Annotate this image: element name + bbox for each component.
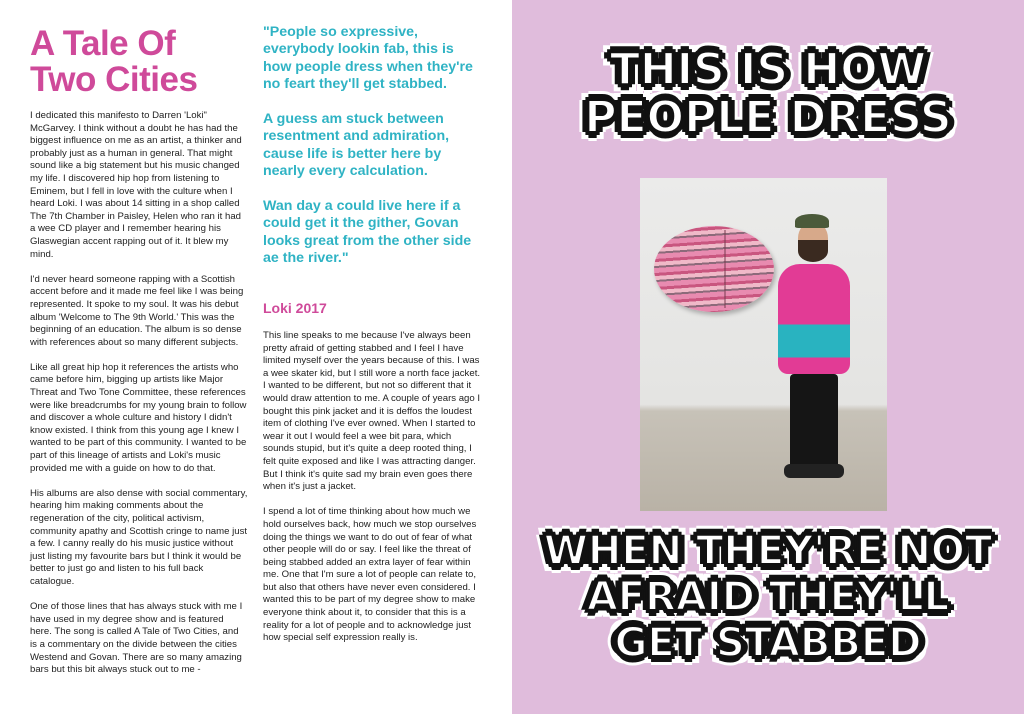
- quote-stanza: Wan day a could live here if a could get it the gither, Govan looks great from the other side ae the river.": [263, 198, 472, 267]
- person-shoes: [784, 464, 844, 478]
- paragraph: I'd never heard someone rapping with a Scottish accent before and it made me feel like I was being represented. It spoke to my soul. It was his debut album 'Welcome to The 9th World.' This was the beginning of an education. The album is so dense with references about so many different subjects.: [30, 273, 244, 348]
- person-beard: [798, 240, 828, 262]
- quote-stanza: A guess am stuck between resentment and admiration, cause life is better here by nearly every calculation.: [263, 111, 450, 180]
- paragraph: I dedicated this manifesto to Darren 'Loki" McGarvey. I think without a doubt he has had the biggest influence on me as an artist, a thinker and probably just as a human in general. That might sound like a big statement but his music changed my life. I discovered hip hop from listening to Eminem, but I fell in love with the culture when I heard Loki. I was about 14 sitting in a shop called The 7th Chamber in Paisley, Helen who ran it had a wee CD player and I remember hearing his Glaswegian accent rapping out of it. It blew my mind.: [30, 110, 242, 260]
- body-column-2: [263, 330, 481, 657]
- body-column-1: [30, 110, 248, 689]
- headline-line: PEOPLE DRESS: [584, 92, 952, 143]
- headline-bottom: [532, 528, 1004, 666]
- right-page: [512, 0, 1024, 714]
- headline-line: GET STABBED: [614, 620, 922, 666]
- lyric-quote: [263, 24, 478, 268]
- headline-line: THIS IS HOW: [609, 44, 927, 95]
- quote-stanza: "People so expressive, everybody lookin fab, this is how people dress when they're no feart they'll get stabbed.: [263, 24, 473, 93]
- paragraph: His albums are also dense with social commentary, hearing him making comments about the regeneration of the city, political activism, community apathy and Scottish cringe to name just a few. I canny really do his music justice without just listing my favourite bars but I think it would be better to just go and listen to his full back catalogue.: [30, 487, 248, 587]
- artwork-seam: [724, 230, 726, 308]
- headline-top: [552, 46, 984, 142]
- headline-line: AFRAID THEY'LL: [586, 574, 950, 620]
- oval-artwork: [654, 226, 774, 312]
- person-legs: [790, 374, 838, 470]
- page-title: A Tale Of Two Cities: [30, 24, 198, 99]
- paragraph: I spend a lot of time thinking about how much we hold ourselves back, how much we stop ourselves doing the things we want to do out of fear of what other people will do or say. I feel like the threat of being stabbed added an extra layer of fear within me. One that I'm sure a lot of people can relate to, but also that others have never even considered. I wanted this to be part of my degree show to make everyone think about it, to consider that this is a reality for a lot of people and to acknowledge just how special self expression really is.: [263, 506, 477, 644]
- headline-line: WHEN THEY'RE NOT: [543, 528, 993, 574]
- paragraph: This line speaks to me because I've always been pretty afraid of getting stabbed and I feel I have limited myself over the years because of this. I was a wee skater kid, but I still wore a north face jacket. I wanted to be different, but not so different that it would draw attention to me. A couple of years ago I bought this pink jacket and it is deffos the loudest item of clothing I've ever owned. When I started to wear it out I would feel a wee bit para, which sounds stupid, but it's quite a deep rooted thing, I felt quite exposed and like I was attracting danger. But I think it's quite sad my brain even goes there when it's just a jacket.: [263, 330, 481, 493]
- photo: [640, 178, 887, 511]
- pink-jacket: [778, 264, 850, 374]
- paragraph: One of those lines that has always stuck with me I have used in my degree show and is featured here. The song is called A Tale of Two Cities, and is a commentary on the divide between the cities Westend and Govan. There are so many amazing bars but this bit always stuck out to me -: [30, 601, 243, 676]
- person-cap: [795, 214, 829, 228]
- quote-attribution: Loki 2017: [263, 300, 327, 316]
- paragraph: Like all great hip hop it references the artists who came before him, bigging up artists like Major Threat and Two Tone Committee, these references were like breadcrumbs for my young brain to follow and discover a whole culture and history I didn't know existed. I think from this young age I knew I wanted to be part of this community. I wanted to be part of this lineage of artists and Loki's music provided me with a guide on how to do that.: [30, 361, 247, 474]
